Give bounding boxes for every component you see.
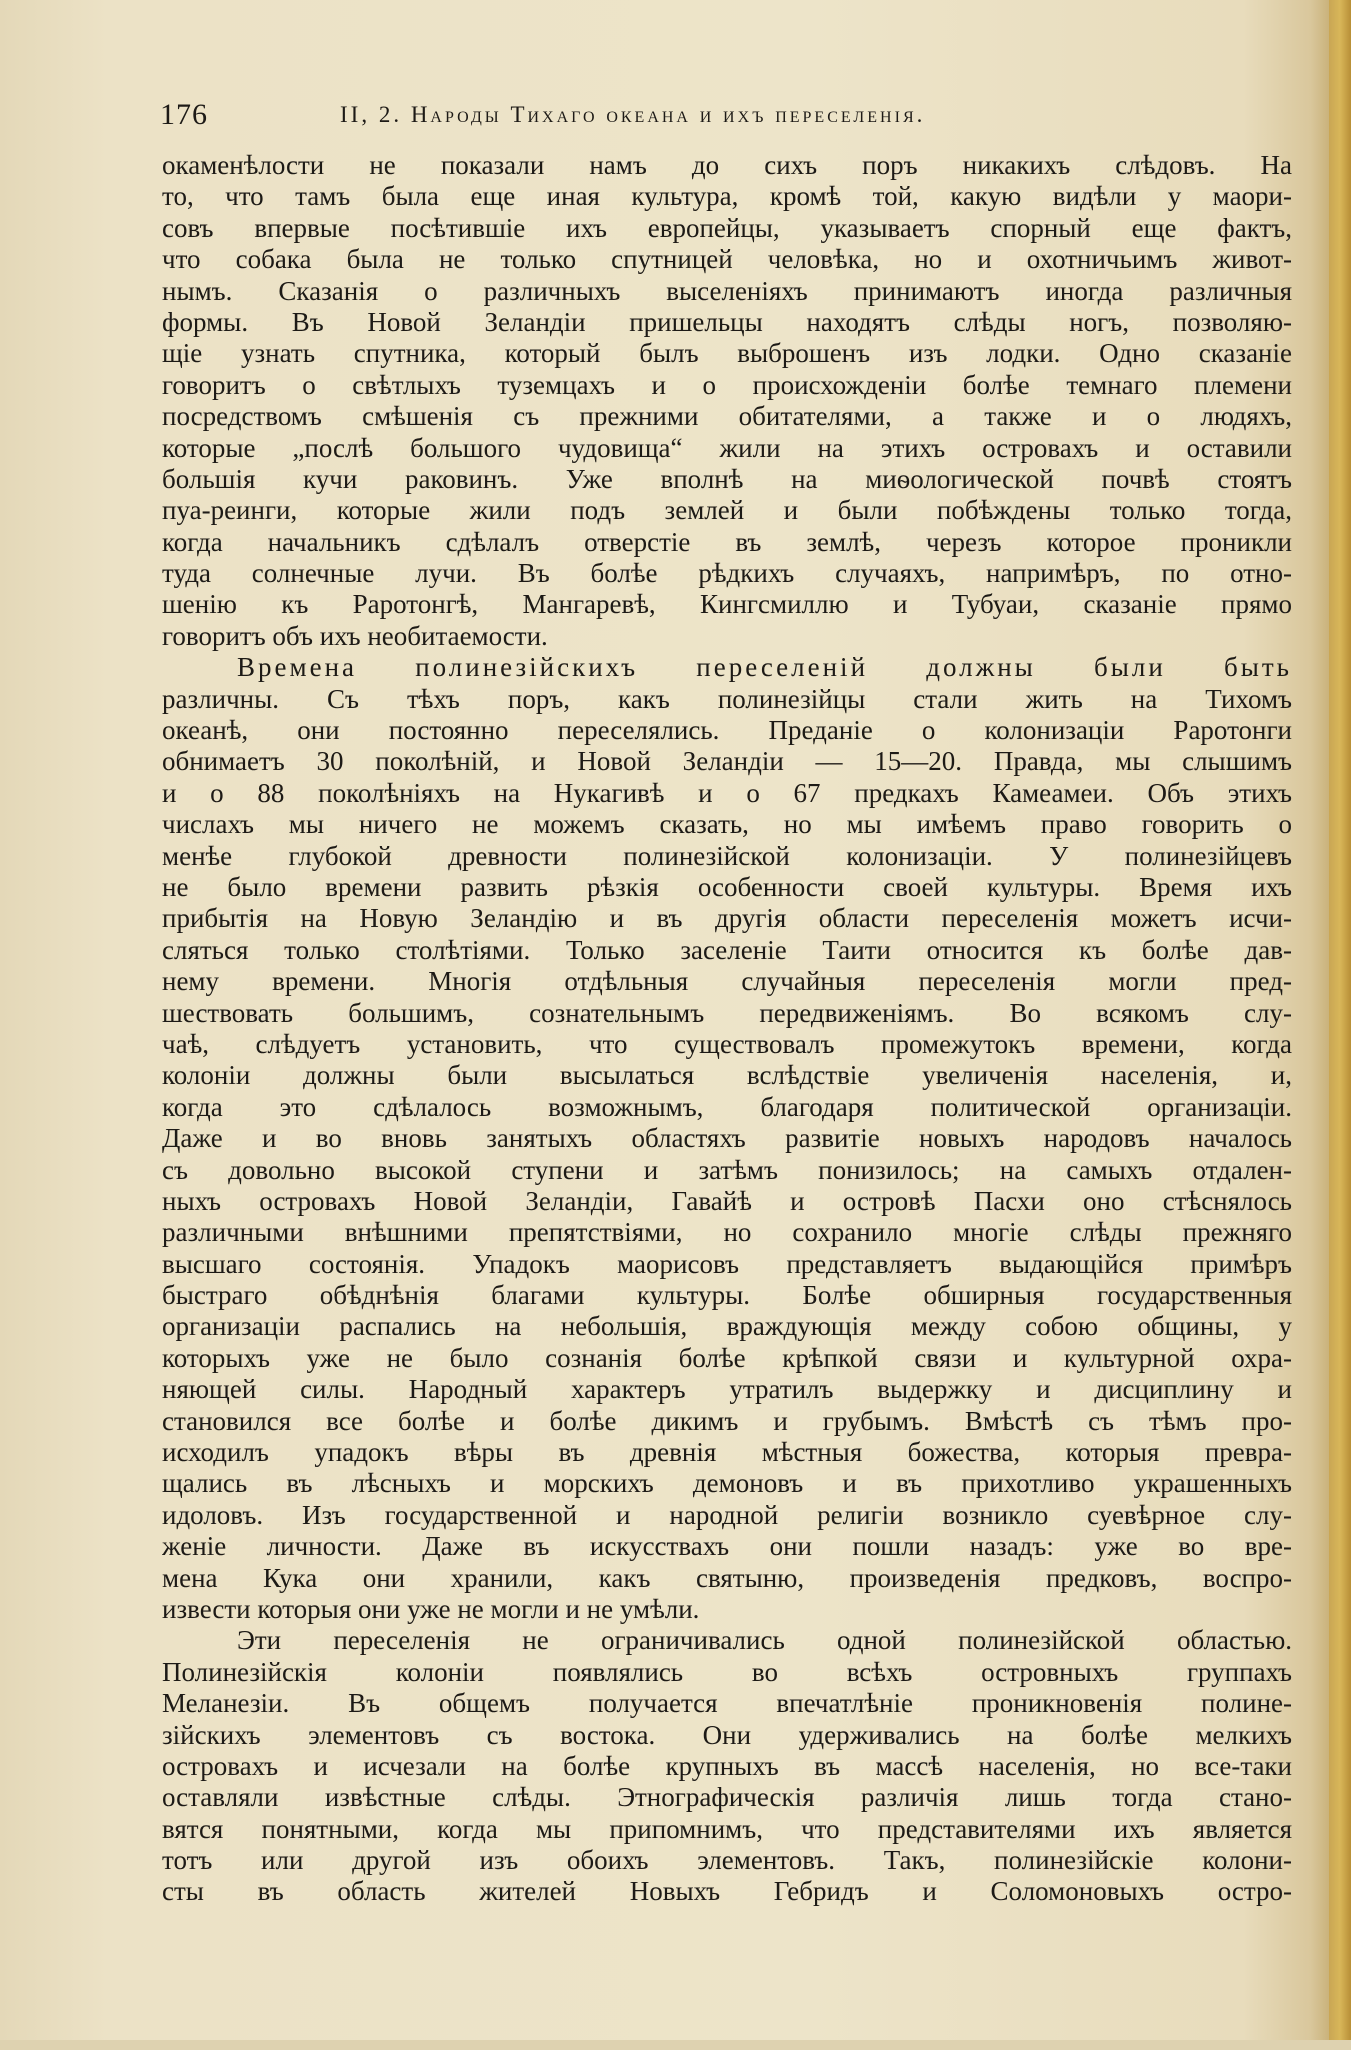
text-line: формы. Въ Новой Зеландіи пришельцы находятъ слѣды ногъ, позволяю- (162, 306, 1292, 337)
text-line: идоловъ. Изъ государственной и народной религіи возникло суевѣрное слу- (162, 1499, 1292, 1530)
text-line: островахъ и исчезали на болѣе крупныхъ въ массѣ населенія, но все-таки (162, 1750, 1292, 1781)
text-line: сляться только столѣтіями. Только заселеніе Таити относится къ болѣе дав- (162, 934, 1292, 965)
text-line: вятся понятными, когда мы припомнимъ, что представителями ихъ является (162, 1813, 1292, 1844)
text-line: Меланезіи. Въ общемъ получается впечатлѣніе проникновенія полине- (162, 1688, 1292, 1719)
text-line: мена Кука они хранили, какъ святыню, произведенія предковъ, воспро- (162, 1562, 1292, 1593)
text-line: которыхъ уже не было сознанія болѣе крѣпкой связи и культурной охра- (162, 1342, 1292, 1373)
body-text (162, 150, 1292, 1908)
text-line: нымъ. Сказанія о различныхъ выселеніяхъ принимаютъ иногда различныя (162, 275, 1292, 306)
book-spine-edge (1329, 0, 1351, 2050)
text-line: извести которыя они уже не могли и не умѣли. (162, 1593, 700, 1624)
text-line: исходилъ упадокъ вѣры въ древнія мѣстныя божества, которыя превра- (162, 1437, 1292, 1468)
text-line: окаменѣлости не показали намъ до сихъ поръ никакихъ слѣдовъ. На (162, 150, 1292, 180)
text-line: шенію къ Раротонгѣ, Мангаревѣ, Кингсмиллю и Тубуаи, сказаніе прямо (162, 589, 1292, 620)
text-line: различны. Съ тѣхъ поръ, какъ полинезійцы стали жить на Тихомъ (162, 683, 1292, 714)
text-line: океанѣ, они постоянно переселялись. Преданіе о колонизаціи Раротонги (162, 715, 1292, 746)
page-bottom-edge (0, 2040, 1351, 2050)
text-line: пуа-реинги, которые жили подъ землей и были побѣждены только тогда, (162, 495, 1292, 526)
text-line: щались въ лѣсныхъ и морскихъ демоновъ и въ прихотливо украшенныхъ (162, 1468, 1292, 1499)
text-line: сты въ область жителей Новыхъ Гебридъ и Соломоновыхъ остро- (162, 1876, 1292, 1907)
text-line: обнимаетъ 30 поколѣній, и Новой Зеландіи — 15—20. Правда, мы слышимъ (162, 746, 1292, 777)
text-line: Даже и во вновь занятыхъ областяхъ развитіе новыхъ народовъ началось (162, 1123, 1292, 1154)
text-line: съ довольно высокой ступени и затѣмъ понизилось; на самыхъ отдален- (162, 1154, 1292, 1185)
page-number: 176 (160, 98, 208, 131)
text-line: чаѣ, слѣдуетъ установить, что существовалъ промежутокъ времени, когда (162, 1028, 1292, 1059)
page-header (160, 98, 1210, 138)
text-line: и о 88 поколѣніяхъ на Нукагивѣ и о 67 предкахъ Камеамеи. Объ этихъ (162, 777, 1292, 808)
text-line: говоритъ объ ихъ необитаемости. (162, 620, 548, 651)
text-line: не было времени развить рѣзкія особенности своей культуры. Время ихъ (162, 871, 1292, 902)
running-title: II, 2. Народы Тихаго океана и ихъ переселенія. (340, 102, 926, 127)
text-line: когда начальникъ сдѣлалъ отверстіе въ землѣ, черезъ которое проникли (162, 526, 1292, 557)
text-line: когда это сдѣлалось возможнымъ, благодаря политической организаціи. (162, 1091, 1292, 1122)
text-line: высшаго состоянія. Упадокъ маорисовъ представляетъ выдающійся примѣръ (162, 1248, 1292, 1279)
text-line: числахъ мы ничего не можемъ сказать, но мы имѣемъ право говорить о (162, 809, 1292, 840)
text-line: быстраго обѣднѣнія благами культуры. Болѣе обширныя государственныя (162, 1280, 1292, 1311)
text-line: менѣе глубокой древности полинезійской колонизаціи. У полинезійцевъ (162, 840, 1292, 871)
text-line: щіе узнать спутника, который былъ выброшенъ изъ лодки. Одно сказаніе (162, 338, 1292, 369)
text-line: различными внѣшними препятствіями, но сохранило многіе слѣды прежняго (162, 1217, 1292, 1248)
text-line: няющей силы. Народный характеръ утратилъ выдержку и дисциплину и (162, 1374, 1292, 1405)
text-line: тотъ или другой изъ обоихъ элементовъ. Такъ, полинезійскіе колони- (162, 1845, 1292, 1876)
text-line: прибытія на Новую Зеландію и въ другія области переселенія можетъ исчи- (162, 903, 1292, 934)
text-line: колоніи должны были высылаться вслѣдствіе увеличенія населенія, и, (162, 1060, 1292, 1091)
text-line: говоритъ о свѣтлыхъ туземцахъ и о происхожденіи болѣе темнаго племени (162, 369, 1292, 400)
text-line: туда солнечные лучи. Въ болѣе рѣдкихъ случаяхъ, напримѣръ, по отно- (162, 558, 1292, 589)
text-line: зійскихъ элементовъ съ востока. Они удерживались на болѣе мелкихъ (162, 1719, 1292, 1750)
text-line: женіе личности. Даже въ искусствахъ они пошли назадъ: уже во вре- (162, 1531, 1292, 1562)
text-line: нему времени. Многія отдѣльныя случайныя переселенія могли пред- (162, 966, 1292, 997)
text-line: оставляли извѣстные слѣды. Этнографическія различія лишь тогда стано- (162, 1782, 1292, 1813)
text-line: посредствомъ смѣшенія съ прежними обитателями, а также и о людяхъ, (162, 401, 1292, 432)
text-line: совъ впервые посѣтившіе ихъ европейцы, указываетъ спорный еще фактъ, (162, 212, 1292, 243)
text-line: организаціи распались на небольшія, враждующія между собою общины, у (162, 1311, 1292, 1342)
text-line: то, что тамъ была еще иная культура, кромѣ той, какую видѣли у маори- (162, 181, 1292, 212)
paragraph-start-line: Эти переселенія не ограничивались одной полинезійской областью. (237, 1625, 1292, 1656)
text-line: становился все болѣе и болѣе дикимъ и грубымъ. Вмѣстѣ съ тѣмъ про- (162, 1405, 1292, 1436)
text-line: большія кучи раковинъ. Уже вполнѣ на миѳологической почвѣ стоятъ (162, 463, 1292, 494)
text-line: Полинезійскія колоніи появлялись во всѣхъ островныхъ группахъ (162, 1656, 1292, 1687)
text-line: которые „послѣ большого чудовища“ жили на этихъ островахъ и оставили (162, 432, 1292, 463)
text-line: шествовать большимъ, сознательнымъ передвиженіямъ. Во всякомъ слу- (162, 997, 1292, 1028)
text-line: что собака была не только спутницей человѣка, но и охотничьимъ живот- (162, 244, 1292, 275)
text-line: ныхъ островахъ Новой Зеландіи, Гавайѣ и островѣ Пасхи оно стѣснялось (162, 1185, 1292, 1216)
paragraph-start-line: Времена полинезійскихъ переселеній должны были быть (237, 652, 1292, 683)
